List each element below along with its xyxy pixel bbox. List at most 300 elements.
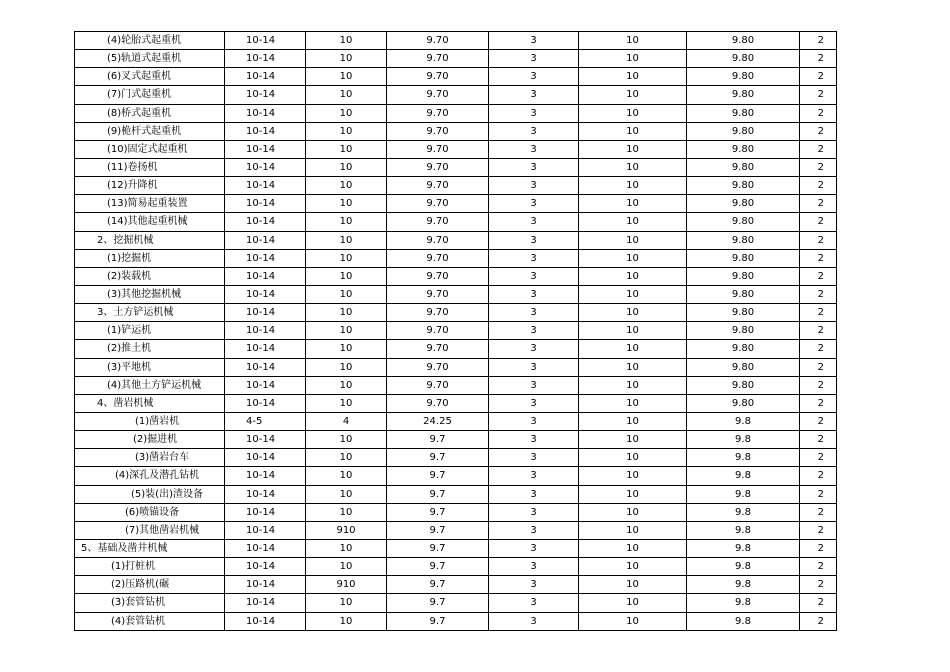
table-row (75, 231, 837, 249)
table-row (75, 213, 837, 231)
cell-col-7[interactable]: 9.80 (687, 195, 800, 213)
cell-col-3[interactable]: 10 (306, 122, 387, 140)
cell-item-name[interactable]: (5)轨道式起重机 (75, 50, 225, 68)
cell-col-4[interactable]: 9.7 (387, 485, 489, 503)
cell-col-6[interactable]: 10 (579, 213, 687, 231)
table-row (75, 612, 837, 630)
cell-col-2[interactable]: 10-14 (225, 304, 306, 322)
cell-col-3[interactable]: 10 (306, 485, 387, 503)
cell-col-3[interactable]: 10 (306, 340, 387, 358)
cell-col-6[interactable]: 10 (579, 249, 687, 267)
cell-item-name[interactable]: (13)简易起重装置 (75, 195, 225, 213)
table-row (75, 68, 837, 86)
cell-col-8[interactable]: 2 (800, 86, 837, 104)
cell-col-5[interactable]: 3 (489, 340, 579, 358)
table-body (75, 32, 837, 631)
cell-col-7[interactable]: 9.80 (687, 340, 800, 358)
cell-col-8[interactable]: 2 (800, 521, 837, 539)
cell-col-2[interactable]: 10-14 (225, 140, 306, 158)
cell-col-6[interactable]: 10 (579, 104, 687, 122)
cell-col-6[interactable]: 10 (579, 32, 687, 50)
table-row (75, 558, 837, 576)
cell-col-5[interactable]: 3 (489, 231, 579, 249)
cell-col-4[interactable]: 9.70 (387, 195, 489, 213)
cell-col-6[interactable]: 10 (579, 431, 687, 449)
cell-col-2[interactable]: 10-14 (225, 539, 306, 557)
cell-col-8[interactable]: 2 (800, 122, 837, 140)
cell-col-4[interactable]: 9.70 (387, 32, 489, 50)
cell-item-name[interactable]: (3)其他挖掘机械 (75, 285, 225, 303)
cell-col-4[interactable]: 9.70 (387, 68, 489, 86)
cell-col-6[interactable]: 10 (579, 231, 687, 249)
cell-col-8[interactable]: 2 (800, 177, 837, 195)
cell-col-7[interactable]: 9.8 (687, 558, 800, 576)
cell-col-3[interactable]: 10 (306, 195, 387, 213)
cell-col-7[interactable]: 9.80 (687, 231, 800, 249)
cell-col-7[interactable]: 9.8 (687, 431, 800, 449)
cell-item-name[interactable]: (3)平地机 (75, 358, 225, 376)
cell-col-8[interactable]: 2 (800, 140, 837, 158)
cell-col-8[interactable]: 2 (800, 213, 837, 231)
cell-col-5[interactable]: 3 (489, 485, 579, 503)
table-row (75, 195, 837, 213)
cell-col-7[interactable]: 9.80 (687, 158, 800, 176)
cell-col-2[interactable]: 10-14 (225, 158, 306, 176)
cell-col-5[interactable]: 3 (489, 449, 579, 467)
cell-col-7[interactable]: 9.80 (687, 376, 800, 394)
cell-col-4[interactable]: 9.7 (387, 521, 489, 539)
cell-col-5[interactable]: 3 (489, 267, 579, 285)
cell-col-2[interactable]: 4-5 (225, 412, 306, 430)
cell-col-3[interactable]: 10 (306, 612, 387, 630)
cell-col-4[interactable]: 9.70 (387, 340, 489, 358)
cell-col-6[interactable]: 10 (579, 285, 687, 303)
cell-col-8[interactable]: 2 (800, 612, 837, 630)
cell-col-4[interactable]: 9.70 (387, 177, 489, 195)
cell-col-3[interactable]: 10 (306, 285, 387, 303)
cell-col-6[interactable]: 10 (579, 267, 687, 285)
table-row (75, 503, 837, 521)
cell-col-4[interactable]: 9.7 (387, 503, 489, 521)
cell-col-5[interactable]: 3 (489, 431, 579, 449)
cell-item-name[interactable]: (4)套管钻机 (75, 612, 225, 630)
cell-col-6[interactable]: 10 (579, 177, 687, 195)
cell-col-4[interactable]: 9.7 (387, 467, 489, 485)
cell-col-5[interactable]: 3 (489, 521, 579, 539)
cell-col-5[interactable]: 3 (489, 249, 579, 267)
cell-col-6[interactable]: 10 (579, 394, 687, 412)
cell-col-6[interactable]: 10 (579, 449, 687, 467)
cell-col-6[interactable]: 10 (579, 68, 687, 86)
cell-col-5[interactable]: 3 (489, 50, 579, 68)
cell-col-7[interactable]: 9.80 (687, 394, 800, 412)
cell-col-7[interactable]: 9.80 (687, 213, 800, 231)
table-row (75, 267, 837, 285)
cell-item-name[interactable]: (4)其他土方铲运机械 (75, 376, 225, 394)
cell-item-name[interactable]: 4、凿岩机械 (75, 394, 225, 412)
cell-col-6[interactable]: 10 (579, 503, 687, 521)
table-row (75, 594, 837, 612)
cell-col-7[interactable]: 9.80 (687, 267, 800, 285)
cell-col-6[interactable]: 10 (579, 412, 687, 430)
cell-col-4[interactable]: 9.7 (387, 431, 489, 449)
cell-col-8[interactable]: 2 (800, 394, 837, 412)
cell-col-3[interactable]: 10 (306, 213, 387, 231)
cell-col-8[interactable]: 2 (800, 503, 837, 521)
cell-col-4[interactable]: 9.7 (387, 558, 489, 576)
cell-col-5[interactable]: 3 (489, 140, 579, 158)
cell-item-name[interactable]: (2)装载机 (75, 267, 225, 285)
cell-item-name[interactable]: (3)凿岩台车 (75, 449, 225, 467)
cell-col-6[interactable]: 10 (579, 122, 687, 140)
cell-col-6[interactable]: 10 (579, 340, 687, 358)
cell-col-6[interactable]: 10 (579, 304, 687, 322)
cell-col-7[interactable]: 9.80 (687, 304, 800, 322)
cell-col-8[interactable]: 2 (800, 104, 837, 122)
cell-col-3[interactable]: 10 (306, 158, 387, 176)
cell-item-name[interactable]: (11)卷扬机 (75, 158, 225, 176)
cell-col-5[interactable]: 3 (489, 122, 579, 140)
cell-col-7[interactable]: 9.8 (687, 412, 800, 430)
cell-col-2[interactable]: 10-14 (225, 50, 306, 68)
cell-item-name[interactable]: (3)套管钻机 (75, 594, 225, 612)
cell-col-6[interactable]: 10 (579, 358, 687, 376)
table-row (75, 449, 837, 467)
cell-col-4[interactable]: 24.25 (387, 412, 489, 430)
cell-col-8[interactable]: 2 (800, 340, 837, 358)
cell-item-name[interactable]: (10)固定式起重机 (75, 140, 225, 158)
cell-col-6[interactable]: 10 (579, 558, 687, 576)
cell-col-4[interactable]: 9.7 (387, 539, 489, 557)
cell-item-name[interactable]: (7)门式起重机 (75, 86, 225, 104)
cell-col-6[interactable]: 10 (579, 322, 687, 340)
cell-col-2[interactable]: 10-14 (225, 612, 306, 630)
table-row (75, 340, 837, 358)
table-row (75, 358, 837, 376)
cell-col-8[interactable]: 2 (800, 32, 837, 50)
cell-col-8[interactable]: 2 (800, 322, 837, 340)
table-row (75, 249, 837, 267)
cell-col-3[interactable]: 910 (306, 521, 387, 539)
cell-col-3[interactable]: 10 (306, 267, 387, 285)
cell-col-6[interactable]: 10 (579, 612, 687, 630)
cell-col-2[interactable]: 10-14 (225, 576, 306, 594)
cell-col-7[interactable]: 9.80 (687, 122, 800, 140)
cell-col-6[interactable]: 10 (579, 594, 687, 612)
cell-col-4[interactable]: 9.70 (387, 322, 489, 340)
table-row (75, 50, 837, 68)
cell-col-2[interactable]: 10-14 (225, 394, 306, 412)
cell-col-3[interactable]: 10 (306, 177, 387, 195)
cell-col-6[interactable]: 10 (579, 158, 687, 176)
cell-col-5[interactable]: 3 (489, 86, 579, 104)
cell-col-5[interactable]: 3 (489, 322, 579, 340)
cell-col-7[interactable]: 9.8 (687, 503, 800, 521)
cell-col-7[interactable]: 9.8 (687, 467, 800, 485)
cell-col-5[interactable]: 3 (489, 539, 579, 557)
cell-col-2[interactable]: 10-14 (225, 376, 306, 394)
cell-col-4[interactable]: 9.70 (387, 213, 489, 231)
cell-col-7[interactable]: 9.8 (687, 521, 800, 539)
cell-col-7[interactable]: 9.8 (687, 485, 800, 503)
table-row (75, 122, 837, 140)
cell-item-name[interactable]: (8)桥式起重机 (75, 104, 225, 122)
cell-col-3[interactable]: 10 (306, 503, 387, 521)
cell-col-7[interactable]: 9.80 (687, 140, 800, 158)
cell-col-6[interactable]: 10 (579, 576, 687, 594)
cell-col-4[interactable]: 9.7 (387, 612, 489, 630)
table-row (75, 485, 837, 503)
cell-col-3[interactable]: 10 (306, 140, 387, 158)
cell-col-4[interactable]: 9.70 (387, 249, 489, 267)
cell-item-name[interactable]: (6)喷锚设备 (75, 503, 225, 521)
cell-item-name[interactable]: (14)其他起重机械 (75, 213, 225, 231)
cell-col-5[interactable]: 3 (489, 412, 579, 430)
cell-col-5[interactable]: 3 (489, 576, 579, 594)
cell-col-5[interactable]: 3 (489, 376, 579, 394)
cell-item-name[interactable]: (7)其他凿岩机械 (75, 521, 225, 539)
cell-col-5[interactable]: 3 (489, 285, 579, 303)
cell-col-4[interactable]: 9.70 (387, 50, 489, 68)
cell-col-3[interactable]: 10 (306, 86, 387, 104)
cell-col-4[interactable]: 9.70 (387, 122, 489, 140)
cell-col-3[interactable]: 10 (306, 394, 387, 412)
cell-col-2[interactable]: 10-14 (225, 267, 306, 285)
cell-col-7[interactable]: 9.8 (687, 449, 800, 467)
cell-col-3[interactable]: 10 (306, 249, 387, 267)
cell-col-3[interactable]: 10 (306, 50, 387, 68)
table-row (75, 304, 837, 322)
table-row (75, 285, 837, 303)
cell-col-7[interactable]: 9.8 (687, 594, 800, 612)
cell-col-8[interactable]: 2 (800, 376, 837, 394)
cell-col-4[interactable]: 9.7 (387, 594, 489, 612)
cell-col-3[interactable]: 10 (306, 594, 387, 612)
cell-col-5[interactable]: 3 (489, 68, 579, 86)
cell-col-7[interactable]: 9.80 (687, 68, 800, 86)
cell-col-2[interactable]: 10-14 (225, 322, 306, 340)
cell-col-6[interactable]: 10 (579, 50, 687, 68)
table-row (75, 177, 837, 195)
cell-col-2[interactable]: 10-14 (225, 449, 306, 467)
cell-col-2[interactable]: 10-14 (225, 285, 306, 303)
cell-col-3[interactable]: 10 (306, 68, 387, 86)
cell-col-5[interactable]: 3 (489, 503, 579, 521)
cell-col-4[interactable]: 9.70 (387, 358, 489, 376)
cell-col-3[interactable]: 10 (306, 467, 387, 485)
cell-col-7[interactable]: 9.80 (687, 177, 800, 195)
cell-col-8[interactable]: 2 (800, 539, 837, 557)
cell-col-8[interactable]: 2 (800, 558, 837, 576)
cell-col-5[interactable]: 3 (489, 177, 579, 195)
cell-col-4[interactable]: 9.7 (387, 576, 489, 594)
cell-col-8[interactable]: 2 (800, 267, 837, 285)
cell-col-3[interactable]: 4 (306, 412, 387, 430)
cell-col-8[interactable]: 2 (800, 231, 837, 249)
cell-col-3[interactable]: 10 (306, 104, 387, 122)
cell-col-7[interactable]: 9.8 (687, 576, 800, 594)
cell-item-name[interactable]: (2)掘进机 (75, 431, 225, 449)
cell-col-2[interactable]: 10-14 (225, 122, 306, 140)
table-row (75, 539, 837, 557)
cell-col-8[interactable]: 2 (800, 285, 837, 303)
cell-col-3[interactable]: 10 (306, 358, 387, 376)
cell-col-5[interactable]: 3 (489, 104, 579, 122)
cell-col-5[interactable]: 3 (489, 394, 579, 412)
cell-col-5[interactable]: 3 (489, 558, 579, 576)
cell-col-2[interactable]: 10-14 (225, 431, 306, 449)
cell-col-7[interactable]: 9.80 (687, 358, 800, 376)
cell-item-name[interactable]: (1)凿岩机 (75, 412, 225, 430)
cell-col-4[interactable]: 9.70 (387, 231, 489, 249)
cell-col-3[interactable]: 910 (306, 576, 387, 594)
cell-item-name[interactable]: 5、基础及凿井机械 (75, 539, 225, 557)
cell-item-name[interactable]: (1)铲运机 (75, 322, 225, 340)
cell-col-4[interactable]: 9.70 (387, 304, 489, 322)
cell-col-2[interactable]: 10-14 (225, 558, 306, 576)
cell-item-name[interactable]: (2)推土机 (75, 340, 225, 358)
cell-col-6[interactable]: 10 (579, 539, 687, 557)
cell-col-8[interactable]: 2 (800, 249, 837, 267)
cell-item-name[interactable]: (1)打桩机 (75, 558, 225, 576)
cell-col-8[interactable]: 2 (800, 50, 837, 68)
cell-col-4[interactable]: 9.70 (387, 394, 489, 412)
cell-col-6[interactable]: 10 (579, 467, 687, 485)
cell-item-name[interactable]: (6)叉式起重机 (75, 68, 225, 86)
cell-col-5[interactable]: 3 (489, 358, 579, 376)
cell-col-4[interactable]: 9.70 (387, 158, 489, 176)
cell-col-5[interactable]: 3 (489, 612, 579, 630)
cell-col-8[interactable]: 2 (800, 68, 837, 86)
table-row (75, 412, 837, 430)
table-row (75, 32, 837, 50)
spreadsheet (74, 31, 836, 631)
cell-col-7[interactable]: 9.80 (687, 249, 800, 267)
cell-col-7[interactable]: 9.80 (687, 104, 800, 122)
cell-col-6[interactable]: 10 (579, 485, 687, 503)
table-row (75, 86, 837, 104)
cell-col-3[interactable]: 10 (306, 431, 387, 449)
cell-col-6[interactable]: 10 (579, 140, 687, 158)
cell-col-2[interactable]: 10-14 (225, 104, 306, 122)
cell-col-7[interactable]: 9.8 (687, 612, 800, 630)
table-row (75, 376, 837, 394)
cell-col-8[interactable]: 2 (800, 195, 837, 213)
cell-col-4[interactable]: 9.70 (387, 376, 489, 394)
cell-col-8[interactable]: 2 (800, 449, 837, 467)
cell-col-2[interactable]: 10-14 (225, 195, 306, 213)
cell-col-3[interactable]: 10 (306, 32, 387, 50)
table-row (75, 158, 837, 176)
cell-col-5[interactable]: 3 (489, 594, 579, 612)
cell-col-7[interactable]: 9.80 (687, 322, 800, 340)
cell-col-2[interactable]: 10-14 (225, 32, 306, 50)
cell-item-name[interactable]: (4)深孔及潜孔钻机 (75, 467, 225, 485)
cell-col-8[interactable]: 2 (800, 467, 837, 485)
cell-item-name[interactable]: 3、土方铲运机械 (75, 304, 225, 322)
cell-col-7[interactable]: 9.80 (687, 285, 800, 303)
table-row (75, 394, 837, 412)
cell-col-7[interactable]: 9.8 (687, 539, 800, 557)
cell-col-3[interactable]: 10 (306, 322, 387, 340)
cell-item-name[interactable]: (9)桅杆式起重机 (75, 122, 225, 140)
cell-col-2[interactable]: 10-14 (225, 485, 306, 503)
table-row (75, 467, 837, 485)
cell-item-name[interactable]: (1)挖掘机 (75, 249, 225, 267)
cell-col-8[interactable]: 2 (800, 412, 837, 430)
cell-col-2[interactable]: 10-14 (225, 68, 306, 86)
cell-col-2[interactable]: 10-14 (225, 177, 306, 195)
table-row (75, 521, 837, 539)
cell-col-4[interactable]: 9.7 (387, 449, 489, 467)
cell-col-4[interactable]: 9.70 (387, 285, 489, 303)
table-row (75, 104, 837, 122)
cell-col-4[interactable]: 9.70 (387, 104, 489, 122)
table-row (75, 576, 837, 594)
cell-col-5[interactable]: 3 (489, 304, 579, 322)
cell-col-3[interactable]: 10 (306, 376, 387, 394)
cell-col-2[interactable]: 10-14 (225, 594, 306, 612)
cell-col-6[interactable]: 10 (579, 376, 687, 394)
cell-col-7[interactable]: 9.80 (687, 86, 800, 104)
cell-col-4[interactable]: 9.70 (387, 140, 489, 158)
cell-item-name[interactable]: (5)装(出)渣设备 (75, 485, 225, 503)
cell-col-8[interactable]: 2 (800, 594, 837, 612)
cell-col-4[interactable]: 9.70 (387, 267, 489, 285)
cell-col-2[interactable]: 10-14 (225, 340, 306, 358)
cell-col-8[interactable]: 2 (800, 358, 837, 376)
cell-item-name[interactable]: (2)压路机(碾 (75, 576, 225, 594)
cell-col-5[interactable]: 3 (489, 32, 579, 50)
cell-col-5[interactable]: 3 (489, 213, 579, 231)
cell-col-2[interactable]: 10-14 (225, 86, 306, 104)
cell-col-8[interactable]: 2 (800, 304, 837, 322)
cell-col-4[interactable]: 9.70 (387, 86, 489, 104)
cell-col-8[interactable]: 2 (800, 158, 837, 176)
cell-col-6[interactable]: 10 (579, 195, 687, 213)
cell-col-2[interactable]: 10-14 (225, 467, 306, 485)
cell-item-name[interactable]: (4)轮胎式起重机 (75, 32, 225, 50)
cell-col-8[interactable]: 2 (800, 431, 837, 449)
cell-col-8[interactable]: 2 (800, 576, 837, 594)
table-row (75, 322, 837, 340)
table-row (75, 431, 837, 449)
cell-col-2[interactable]: 10-14 (225, 503, 306, 521)
cell-col-2[interactable]: 10-14 (225, 231, 306, 249)
cell-col-6[interactable]: 10 (579, 86, 687, 104)
cell-col-5[interactable]: 3 (489, 158, 579, 176)
cell-col-3[interactable]: 10 (306, 558, 387, 576)
cell-col-2[interactable]: 10-14 (225, 249, 306, 267)
cell-col-3[interactable]: 10 (306, 304, 387, 322)
cell-col-2[interactable]: 10-14 (225, 358, 306, 376)
cell-item-name[interactable]: (12)升降机 (75, 177, 225, 195)
cell-col-5[interactable]: 3 (489, 195, 579, 213)
cell-col-3[interactable]: 10 (306, 539, 387, 557)
table-row (75, 140, 837, 158)
cell-col-3[interactable]: 10 (306, 231, 387, 249)
cell-item-name[interactable]: 2、挖掘机械 (75, 231, 225, 249)
cell-col-7[interactable]: 9.80 (687, 32, 800, 50)
cell-col-6[interactable]: 10 (579, 521, 687, 539)
cell-col-7[interactable]: 9.80 (687, 50, 800, 68)
cell-col-3[interactable]: 10 (306, 449, 387, 467)
cell-col-2[interactable]: 10-14 (225, 521, 306, 539)
data-table (74, 31, 837, 631)
cell-col-8[interactable]: 2 (800, 485, 837, 503)
cell-col-5[interactable]: 3 (489, 467, 579, 485)
cell-col-2[interactable]: 10-14 (225, 213, 306, 231)
